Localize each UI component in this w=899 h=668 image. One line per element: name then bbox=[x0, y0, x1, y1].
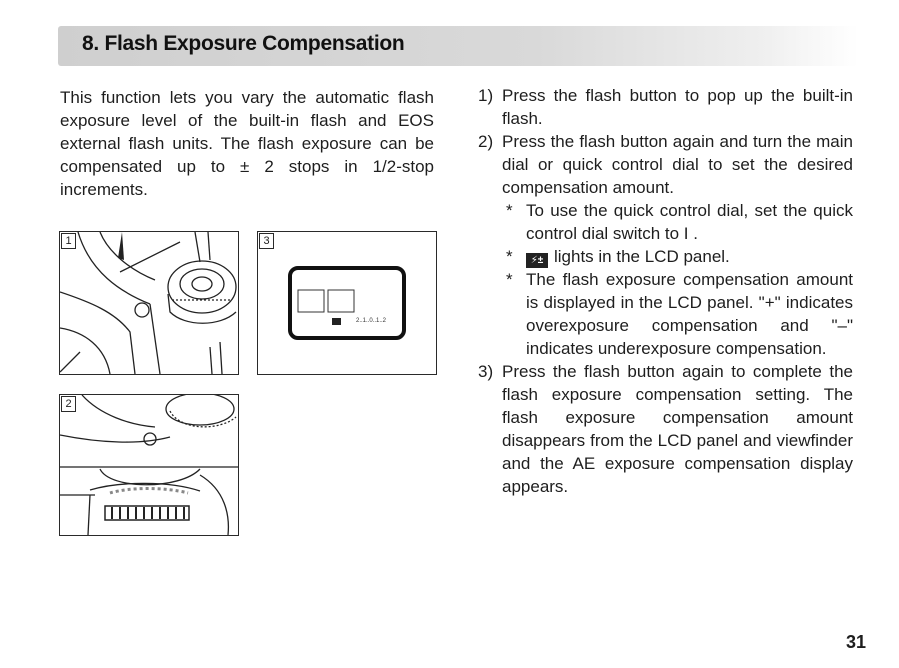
figure-1-number: 1 bbox=[61, 233, 76, 249]
note-compensation-display bbox=[502, 268, 853, 360]
step-number: 2) bbox=[478, 132, 494, 151]
step-number: 1) bbox=[478, 86, 494, 105]
note-lcd-icon bbox=[502, 245, 853, 268]
step-2 bbox=[478, 130, 853, 360]
page-number: 31 bbox=[846, 632, 867, 652]
lcd-panel-illustration bbox=[258, 232, 436, 374]
instruction-steps bbox=[478, 84, 853, 498]
step-2-notes bbox=[502, 199, 853, 360]
page-title: 8. Flash Exposure Compensation bbox=[82, 32, 405, 55]
intro-paragraph: This function lets you vary the automatic flash exposure level of the built-in flash and EOS external flash units. The flash exposure can be compensated up to ± 2 stops in 1/2-stop increments. bbox=[60, 88, 434, 199]
step-3 bbox=[478, 360, 853, 498]
step-text: Press the flash button to pop up the built-in flash. bbox=[502, 86, 853, 128]
lcd-scale-text: 2..1..0..1..2 bbox=[356, 318, 387, 324]
step-text: Press the flash button again to complete the flash exposure compensation setting. The flash exposure compensation amount disappears from the LCD panel and viewfinder and the AE exposure compensation display appears. bbox=[502, 362, 853, 496]
note-quick-control-dial bbox=[502, 199, 853, 245]
note-mark: * bbox=[506, 247, 513, 266]
camera-illustration-2 bbox=[60, 395, 238, 535]
figure-3-lcd-panel bbox=[257, 231, 437, 375]
step-1 bbox=[478, 84, 853, 130]
figure-3-number: 3 bbox=[259, 233, 274, 249]
camera-illustration-1 bbox=[60, 232, 238, 374]
figure-1-camera-flash-button bbox=[59, 231, 239, 375]
figure-2-camera-dial bbox=[59, 394, 239, 536]
step-number: 3) bbox=[478, 362, 494, 381]
note-mark: * bbox=[506, 201, 513, 220]
flash-compensation-icon: ⚡± bbox=[526, 253, 548, 268]
note-text: The flash exposure compensation amount is displayed in the LCD panel. "+" indicates overexposure compensation and "–" indicates underexposure compensation. bbox=[526, 270, 853, 358]
step-text: Press the flash button again and turn the main dial or quick control dial to set the desired compensation amount. bbox=[502, 132, 853, 197]
note-text: lights in the LCD panel. bbox=[554, 247, 730, 266]
note-text: To use the quick control dial, set the quick control dial switch to I . bbox=[526, 201, 853, 243]
figure-2-number: 2 bbox=[61, 396, 76, 412]
note-mark: * bbox=[506, 270, 513, 289]
